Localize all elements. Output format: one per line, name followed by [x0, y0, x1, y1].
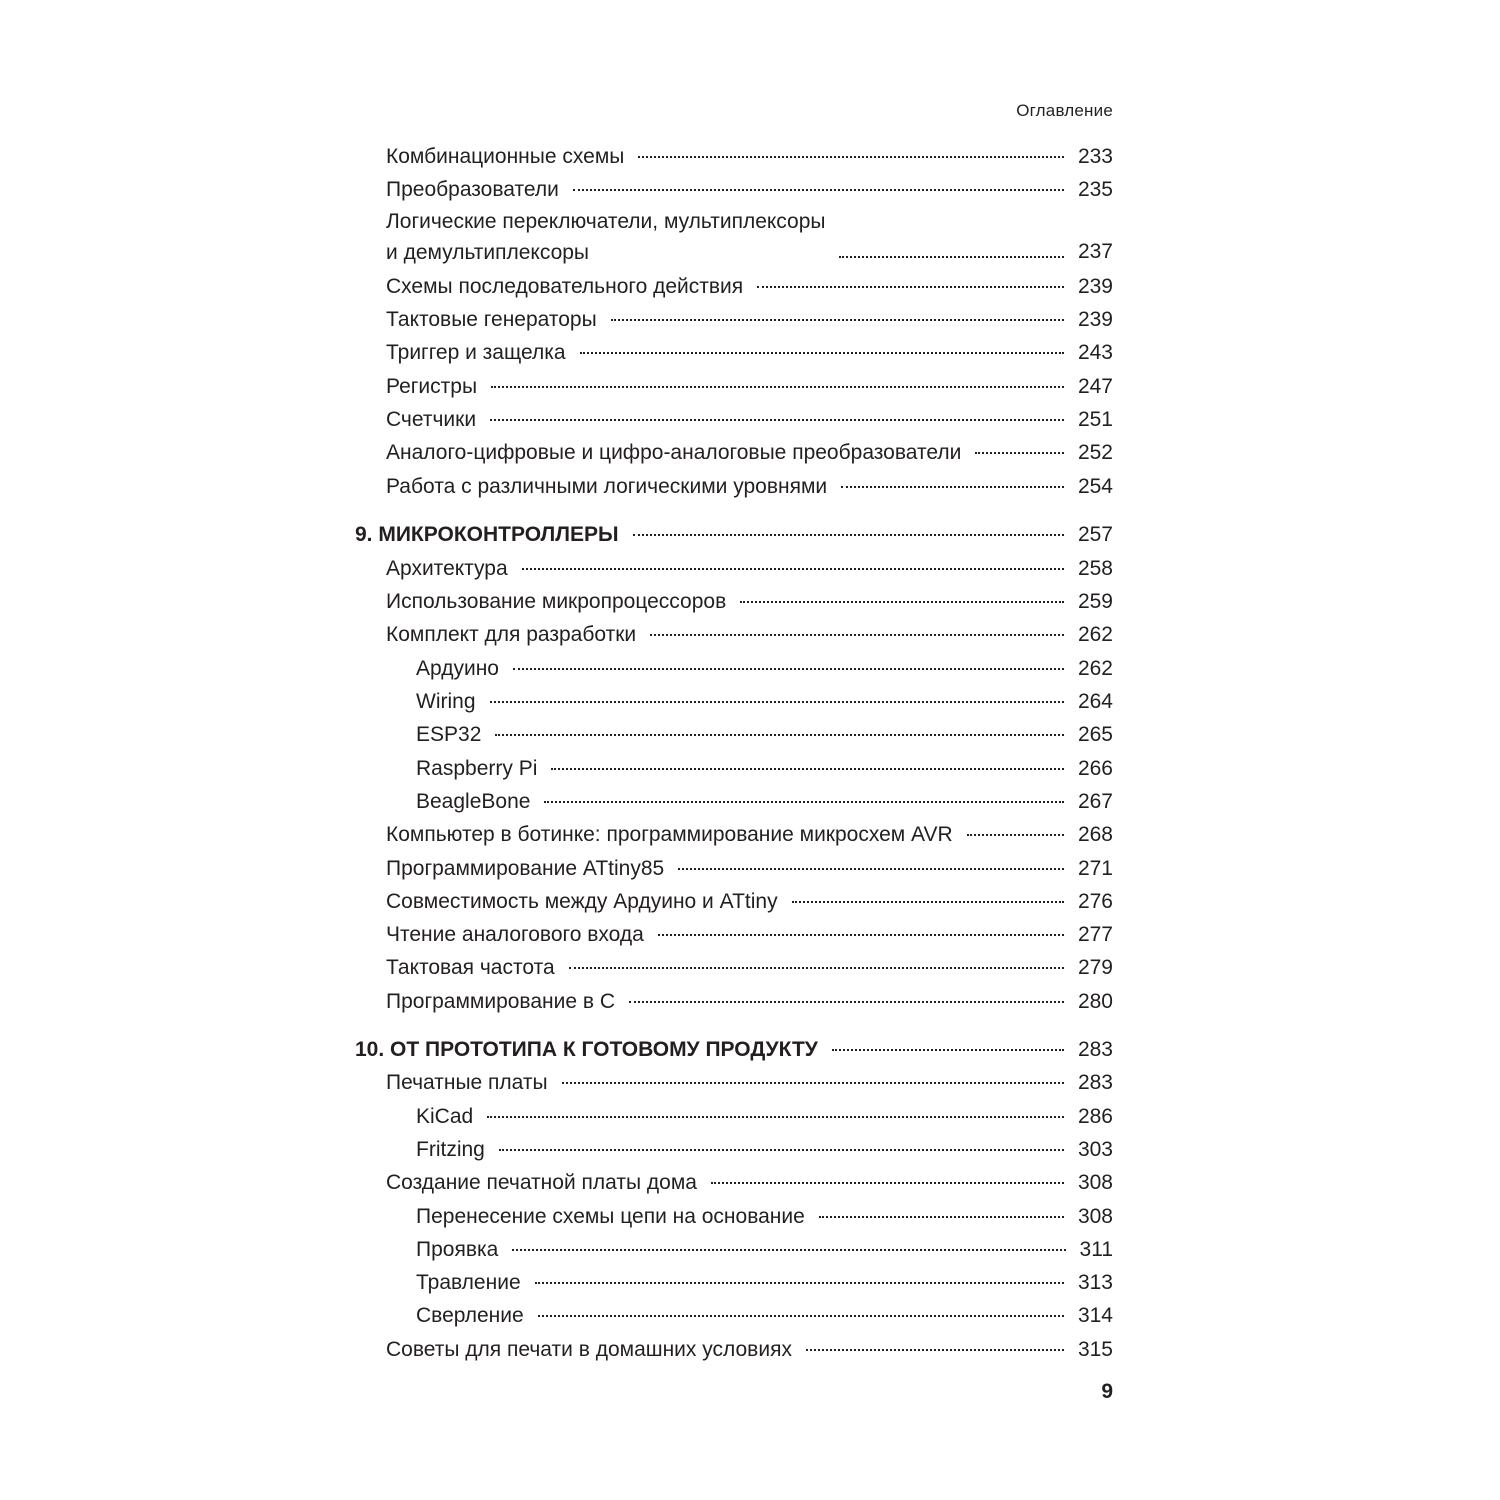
toc-entry-title: ESP32: [416, 723, 482, 746]
toc-entry-title: Перенесение схемы цепи на основание: [416, 1205, 805, 1228]
toc-entry-page: 268: [1077, 823, 1113, 846]
toc-entry-title: Чтение аналогового входа: [386, 923, 644, 946]
toc-entry-page: 277: [1077, 923, 1113, 946]
toc-subentry[interactable]: [416, 1137, 1113, 1163]
toc-entry-page: 252: [1077, 441, 1113, 464]
dot-leader: [757, 286, 1064, 288]
toc-entry-page: 280: [1077, 990, 1113, 1013]
toc-entry-page: 235: [1077, 178, 1113, 201]
toc-subentry[interactable]: [416, 756, 1113, 782]
toc-entry-page: 283: [1077, 1038, 1113, 1061]
dot-leader: [522, 568, 1064, 570]
toc-chapter-title: 10. ОТ ПРОТОТИПА К ГОТОВОМУ ПРОДУКТУ: [355, 1038, 818, 1061]
toc-entry-title: Печатные платы: [386, 1071, 548, 1094]
toc-entry[interactable]: [386, 1070, 1113, 1096]
toc-entry[interactable]: [386, 622, 1113, 648]
toc-entry-title: Тактовая частота: [386, 956, 555, 979]
toc-subentry[interactable]: [416, 1204, 1113, 1230]
dot-leader: [573, 189, 1064, 191]
toc-subentry[interactable]: [416, 1270, 1113, 1296]
toc-entry-page: 239: [1077, 308, 1113, 331]
dot-leader: [832, 1049, 1064, 1051]
toc-entry-page: 262: [1077, 657, 1113, 680]
toc-entry-page: 311: [1079, 1238, 1113, 1261]
toc-entry[interactable]: [386, 274, 1113, 300]
toc-entry-title: Компьютер в ботинке: программирование микросхем AVR: [386, 823, 953, 846]
dot-leader: [792, 901, 1064, 903]
toc-entry-page: 259: [1077, 590, 1113, 613]
toc-entry-title: Raspberry Pi: [416, 757, 538, 780]
toc-entry-title: Тактовые генераторы: [386, 308, 597, 331]
toc-entry[interactable]: [386, 340, 1113, 366]
toc-entry[interactable]: [386, 407, 1113, 433]
toc-entry-page: 308: [1077, 1171, 1113, 1194]
toc-subentry[interactable]: [416, 789, 1113, 815]
toc-entry-page: 239: [1077, 275, 1113, 298]
toc-entry-page: 283: [1077, 1071, 1113, 1094]
toc-entry-page: 286: [1077, 1105, 1113, 1128]
toc-subentry[interactable]: [416, 1237, 1113, 1263]
toc-entry-page: 243: [1077, 341, 1113, 364]
toc-entry-title: Регистры: [386, 375, 478, 398]
toc-entry-page: 279: [1077, 956, 1113, 979]
dot-leader: [551, 768, 1064, 770]
toc-entry-title: Преобразователи: [386, 178, 559, 201]
page-number: 9: [1101, 1380, 1113, 1403]
dot-leader: [580, 352, 1064, 354]
toc-subentry[interactable]: [416, 689, 1113, 715]
toc-entry-title: Wiring: [416, 690, 476, 713]
toc-entry-title: Комплект для разработки: [386, 623, 637, 646]
dot-leader: [658, 934, 1064, 936]
toc-entry-title: Программирование в C: [386, 990, 616, 1013]
dot-leader: [678, 868, 1064, 870]
toc-entry[interactable]: [386, 1337, 1113, 1363]
dot-leader: [611, 319, 1064, 321]
toc-entry-title: Проявка: [416, 1238, 499, 1261]
toc-entry-page: 314: [1077, 1304, 1113, 1327]
toc-entry[interactable]: [386, 177, 1113, 203]
dot-leader: [513, 668, 1064, 670]
dot-leader: [819, 1216, 1064, 1218]
dot-leader: [629, 1001, 1064, 1003]
toc-entry-title: Советы для печати в домашних условиях: [386, 1338, 792, 1361]
running-header: Оглавление: [1016, 101, 1113, 120]
toc-entry-title: Сверление: [416, 1304, 524, 1327]
toc-chapter-10[interactable]: [355, 1037, 1113, 1063]
toc-entry[interactable]: [386, 307, 1113, 333]
toc-entry-page: 266: [1077, 757, 1113, 780]
toc-entry-page: 251: [1077, 408, 1113, 431]
toc-entry-title: Работа с различными логическими уровнями: [386, 475, 828, 498]
toc-entry[interactable]: [386, 374, 1113, 400]
toc-entry-page: 237: [1077, 240, 1113, 263]
toc-subentry[interactable]: [416, 1104, 1113, 1130]
toc-subentry[interactable]: [416, 722, 1113, 748]
toc-entry-page: 276: [1077, 890, 1113, 913]
toc-entry-page: 233: [1077, 145, 1113, 168]
toc-entry-page: 264: [1077, 690, 1113, 713]
toc-subentry[interactable]: [416, 656, 1113, 682]
toc-entry[interactable]: [386, 955, 1113, 981]
dot-leader: [499, 1149, 1064, 1151]
dot-leader: [839, 256, 1063, 258]
toc-entry-title: Травление: [416, 1271, 521, 1294]
toc-entry-title: KiCad: [416, 1105, 474, 1128]
toc-entry-title: Триггер и защелка: [386, 341, 566, 364]
dot-leader: [538, 1315, 1064, 1317]
toc-entry[interactable]: [386, 922, 1113, 948]
toc-entry-title: Счетчики: [386, 408, 477, 431]
toc-entry-title: Совместимость между Ардуино и ATtiny: [386, 890, 778, 913]
dot-leader: [806, 1349, 1064, 1351]
toc-entry-page: 315: [1077, 1338, 1113, 1361]
toc-entry-title: Программирование ATtiny85: [386, 857, 665, 880]
dot-leader: [562, 1082, 1064, 1084]
dot-leader: [711, 1182, 1064, 1184]
dot-leader: [967, 834, 1064, 836]
dot-leader: [544, 801, 1064, 803]
toc-entry[interactable]: [386, 856, 1113, 882]
toc-chapter-title: 9. МИКРОКОНТРОЛЛЕРЫ: [355, 523, 619, 546]
toc-entry-title: Ардуино: [416, 657, 499, 680]
toc-entry-title: Создание печатной платы дома: [386, 1171, 697, 1194]
dot-leader: [487, 1116, 1064, 1118]
toc-entry[interactable]: [386, 989, 1113, 1015]
dot-leader: [512, 1249, 1065, 1251]
dot-leader: [535, 1282, 1064, 1284]
toc-entry-title: Использование микропроцессоров: [386, 590, 727, 613]
toc-entry-title-line1: Логические переключатели, мультиплексоры: [386, 210, 826, 233]
dot-leader: [569, 967, 1064, 969]
toc-subentry[interactable]: [416, 1303, 1113, 1329]
toc-entry[interactable]: [386, 1170, 1113, 1196]
toc-entry[interactable]: [386, 556, 1113, 582]
dot-leader: [638, 156, 1064, 158]
dot-leader: [650, 634, 1064, 636]
toc-entry-page: 267: [1077, 790, 1113, 813]
toc-entry[interactable]: [386, 474, 1113, 500]
dot-leader: [491, 386, 1064, 388]
dot-leader: [740, 601, 1064, 603]
toc-entry-title: Архитектура: [386, 557, 508, 580]
toc-entry-title: BeagleBone: [416, 790, 531, 813]
toc-entry[interactable]: [386, 822, 1113, 848]
toc-entry-title: Комбинационные схемы: [386, 145, 625, 168]
toc-entry[interactable]: [386, 210, 1113, 268]
toc-entry[interactable]: [386, 589, 1113, 615]
toc-entry-page: 262: [1077, 623, 1113, 646]
toc-entry-title: Аналого-цифровые и цифро-аналоговые преобразователи: [386, 441, 962, 464]
toc-entry-title: [386, 206, 825, 268]
dot-leader: [633, 534, 1064, 536]
dot-leader: [490, 701, 1064, 703]
toc-entry-page: 303: [1077, 1138, 1113, 1161]
toc-entry-page: 313: [1077, 1271, 1113, 1294]
toc-chapter-9[interactable]: [355, 522, 1113, 548]
toc-entry[interactable]: [386, 889, 1113, 915]
toc-entry-page: 308: [1077, 1205, 1113, 1228]
toc-entry[interactable]: [386, 144, 1113, 170]
dot-leader: [975, 452, 1064, 454]
toc-entry-page: 257: [1077, 523, 1113, 546]
toc-entry-title: Fritzing: [416, 1138, 485, 1161]
toc-entry-title-line2: и демультиплексоры: [386, 241, 590, 264]
toc-entry-page: 271: [1077, 857, 1113, 880]
dot-leader: [495, 734, 1064, 736]
toc-entry[interactable]: [386, 440, 1113, 466]
toc-entry-page: 265: [1077, 723, 1113, 746]
dot-leader: [490, 419, 1064, 421]
dot-leader: [841, 486, 1064, 488]
toc-entry-page: 258: [1077, 557, 1113, 580]
toc-entry-page: 247: [1077, 375, 1113, 398]
toc-entry-page: 254: [1077, 475, 1113, 498]
toc-entry-title: Схемы последовательного действия: [386, 275, 744, 298]
